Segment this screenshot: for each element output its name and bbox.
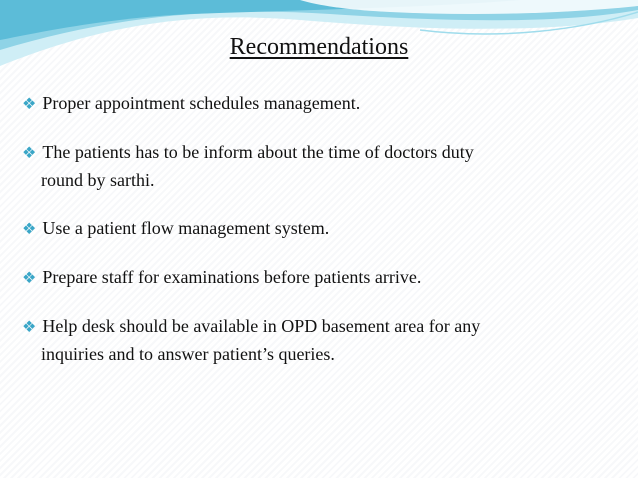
diamond-bullet-icon: ❖ [22, 96, 37, 113]
diamond-bullet-icon: ❖ [22, 319, 37, 336]
bullet-item [22, 215, 622, 243]
diamond-bullet-icon: ❖ [22, 145, 37, 162]
bullet-text: Help desk should be available in OPD basement area for any [42, 316, 481, 336]
bullet-text: Prepare staff for examinations before patients arrive. [42, 267, 422, 287]
bullet-text: The patients has to be inform about the time of doctors duty [42, 142, 474, 162]
diamond-bullet-icon: ❖ [22, 270, 37, 287]
bullet-item [22, 313, 622, 368]
bullet-text: Proper appointment schedules management. [42, 93, 361, 113]
bullet-text-continued: round by sarthi. [41, 170, 155, 190]
bullet-item [22, 90, 622, 118]
bullet-text-continued: inquiries and to answer patient’s queries. [41, 344, 335, 364]
slide-title [0, 34, 638, 61]
diamond-bullet-icon: ❖ [22, 221, 37, 238]
slide-title-text: Recommendations [229, 34, 409, 60]
bullet-item [22, 264, 622, 292]
bullet-item [22, 139, 622, 194]
bullet-list [22, 90, 622, 389]
bullet-text: Use a patient flow management system. [42, 218, 330, 238]
